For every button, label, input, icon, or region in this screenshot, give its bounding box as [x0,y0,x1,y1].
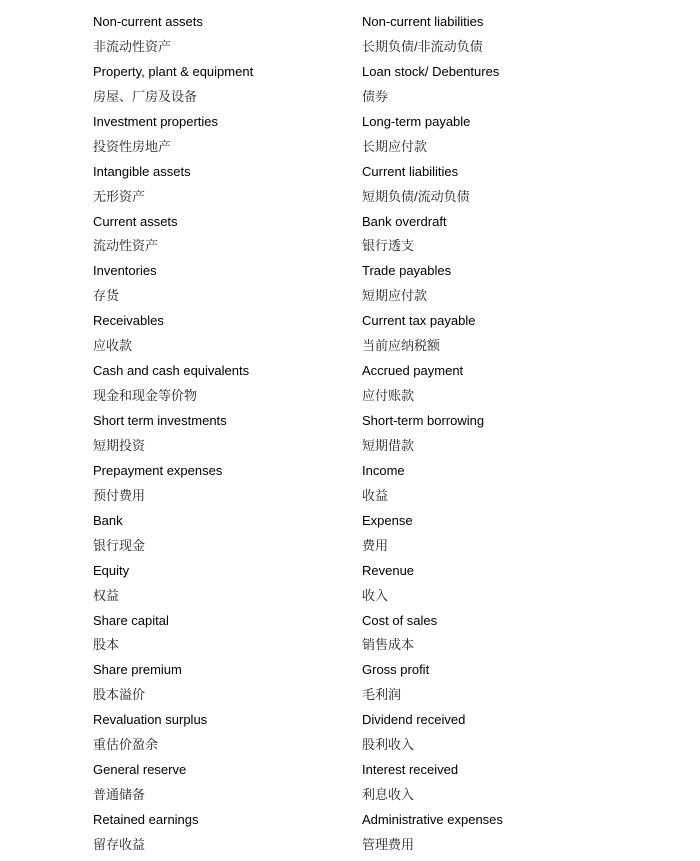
term-chinese: 留存收益 [93,836,146,852]
term-chinese: 长期负债/非流动负债 [362,38,483,54]
term-english: Revaluation surplus [93,712,208,728]
term-english: Loan stock/ Debentures [362,63,500,79]
term-english: Property, plant & equipment [93,63,254,79]
term-english: Receivables [93,313,164,329]
term-chinese: 收益 [362,487,389,503]
term-chinese: 短期投资 [93,437,146,453]
term-chinese: 毛利润 [362,687,402,703]
term-english: Share premium [93,662,182,678]
term-english: Non-current liabilities [362,14,484,29]
term-chinese: 股利收入 [362,737,415,753]
term-english: Non-current assets [93,14,203,29]
term-english: Inventories [93,263,157,279]
term-english: Short term investments [93,413,227,428]
term-english: Bank overdraft [362,213,447,229]
term-english: Accrued payment [362,363,464,379]
term-english: Long-term payable [362,113,471,129]
term-english: Current tax payable [362,313,476,329]
term-chinese: 费用 [362,537,389,553]
term-english: Cost of sales [362,612,438,628]
term-chinese: 普通储备 [93,787,146,803]
term-english: Current assets [93,213,178,229]
glossary-right-column [362,13,503,861]
term-chinese: 长期应付款 [362,138,428,154]
term-english: Equity [93,562,130,578]
term-chinese: 当前应纳税额 [362,338,441,354]
term-english: Share capital [93,612,169,628]
term-english: Investment properties [93,113,219,129]
term-chinese: 银行现金 [93,537,146,553]
term-english: Revenue [362,562,415,578]
term-chinese: 流动性资产 [93,238,159,254]
term-chinese: 无形资产 [93,188,146,204]
term-chinese: 权益 [93,587,120,603]
term-chinese: 短期应付款 [362,288,428,304]
term-english: Interest received [362,762,459,778]
term-chinese: 房屋、厂房及设备 [93,88,198,104]
term-chinese: 应收款 [93,338,133,354]
term-english: Current liabilities [362,163,459,179]
term-english: Trade payables [362,263,452,279]
term-chinese: 现金和现金等价物 [93,388,198,404]
term-chinese: 债券 [362,88,389,104]
term-english: Cash and cash equivalents [93,363,250,379]
term-english: General reserve [93,762,187,778]
term-chinese: 销售成本 [362,637,415,653]
term-chinese: 股本 [93,637,120,653]
term-english: Retained earnings [93,812,199,827]
term-english: Bank [93,512,123,528]
term-chinese: 股本溢价 [93,687,146,703]
term-chinese: 投资性房地产 [93,138,172,154]
term-chinese: 存货 [93,288,120,304]
term-english: Expense [362,512,413,528]
term-english: Dividend received [362,712,466,728]
term-chinese: 预付费用 [93,487,146,503]
term-english: Gross profit [362,662,430,678]
term-english: Intangible assets [93,163,191,179]
term-chinese: 银行透支 [362,238,415,254]
term-chinese: 应付账款 [362,388,415,404]
term-chinese: 管理费用 [362,836,415,852]
term-english: Administrative expenses [362,812,503,827]
glossary-left-column [93,13,253,861]
term-chinese: 重估价盈余 [93,737,159,753]
term-chinese: 短期负债/流动负债 [362,188,470,204]
term-chinese: 非流动性资产 [93,38,172,54]
term-chinese: 收入 [362,587,389,603]
term-english: Income [362,462,405,478]
term-chinese: 短期借款 [362,437,415,453]
term-chinese: 利息收入 [362,787,415,803]
term-english: Short-term borrowing [362,413,485,428]
term-english: Prepayment expenses [93,462,223,478]
